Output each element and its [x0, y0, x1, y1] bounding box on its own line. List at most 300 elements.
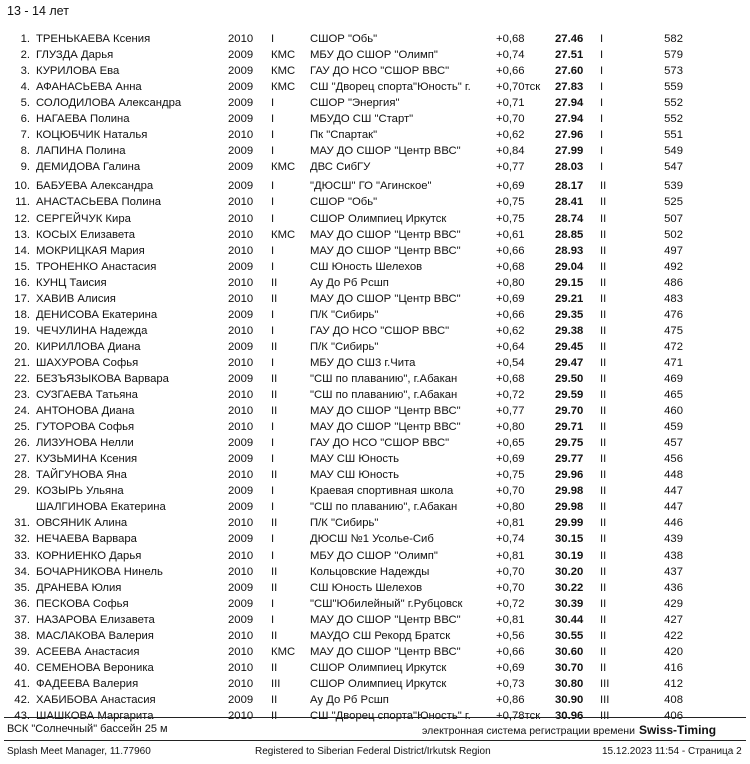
fina-points: 437 — [664, 565, 683, 578]
result-time: 27.99 — [555, 145, 584, 158]
achieved-rank: II — [600, 549, 607, 562]
result-row — [0, 31, 750, 47]
birth-year: 2009 — [228, 533, 254, 546]
reaction-time: +0,86 — [496, 693, 525, 706]
athlete-name: ТРОНЕНКО Анастасия — [36, 260, 157, 273]
club-name: МАУ СШ Юность — [310, 453, 400, 466]
achieved-rank: I — [600, 113, 604, 126]
fina-points: 438 — [664, 549, 683, 562]
result-row — [0, 323, 750, 339]
result-row — [0, 708, 750, 724]
athlete-name: БАБУЕВА Александра — [36, 180, 154, 193]
achieved-rank: II — [600, 629, 607, 642]
athlete-name: ГЛУЗДА Дарья — [36, 49, 114, 62]
birth-year: 2009 — [228, 453, 254, 466]
reaction-time: +0,71 — [496, 97, 525, 110]
club-name: "СШ"Юбилейный" г.Рубцовск — [310, 597, 463, 610]
fina-points: 486 — [664, 276, 683, 289]
result-time: 27.96 — [555, 129, 584, 142]
result-time: 30.96 — [555, 709, 584, 722]
birth-year: 2009 — [228, 145, 254, 158]
achieved-rank: II — [600, 308, 607, 321]
sport-category: I — [271, 485, 275, 498]
athlete-name: АСЕЕВА Анастасия — [36, 645, 140, 658]
footer-divider — [4, 717, 746, 718]
result-row — [0, 612, 750, 628]
birth-year: 2010 — [228, 33, 254, 45]
athlete-name: КОСЫХ Елизавета — [36, 228, 136, 241]
sport-category: II — [271, 517, 278, 530]
result-row — [0, 227, 750, 243]
result-time: 27.51 — [555, 49, 584, 62]
athlete-name: ДЕНИСОВА Екатерина — [36, 308, 158, 321]
reaction-time: +0,66 — [496, 308, 525, 321]
place-cell: 15. — [14, 260, 30, 273]
achieved-rank: II — [600, 421, 607, 434]
club-name: СШОР "Обь" — [310, 33, 378, 45]
result-row — [0, 467, 750, 483]
result-row — [0, 63, 750, 79]
place-cell: 2. — [20, 49, 30, 62]
result-time: 30.44 — [555, 613, 584, 626]
athlete-name: ДРАНЕВА Юлия — [36, 581, 122, 594]
birth-year: 2010 — [228, 469, 254, 482]
birth-year: 2010 — [228, 244, 254, 257]
place-cell: 12. — [14, 212, 30, 225]
result-row — [0, 564, 750, 580]
club-name: МАУ ДО СШОР "Центр ВВС" — [310, 645, 461, 658]
achieved-rank: II — [600, 469, 607, 482]
fina-points: 429 — [664, 597, 683, 610]
fina-points: 525 — [664, 196, 683, 209]
sport-category: I — [271, 180, 275, 193]
birth-year: 2009 — [228, 97, 254, 110]
reaction-time: +0,80 — [496, 501, 525, 514]
reaction-time: +0,73 — [496, 677, 525, 690]
fina-points: 507 — [664, 212, 683, 225]
achieved-rank: II — [600, 356, 607, 369]
birth-year: 2009 — [228, 340, 254, 353]
place-cell: 11. — [15, 196, 30, 209]
fina-points: 460 — [664, 405, 683, 418]
result-time: 29.96 — [555, 469, 584, 482]
birth-year: 2010 — [228, 405, 254, 418]
sport-category: I — [271, 244, 275, 257]
fina-points: 459 — [664, 421, 683, 434]
club-name: МАУ ДО СШОР "Центр ВВС" — [310, 405, 461, 418]
athlete-name: ЛИЗУНОВА Нелли — [36, 437, 134, 450]
place-cell: 10. — [14, 180, 30, 193]
fina-points: 447 — [664, 485, 683, 498]
birth-year: 2010 — [228, 356, 254, 369]
athlete-name: ТАЙГУНОВА Яна — [36, 469, 127, 482]
club-name: П/К "Сибирь" — [310, 340, 379, 353]
club-name: МАУ ДО СШОР "Центр ВВС" — [310, 145, 461, 158]
sport-category: I — [271, 196, 275, 209]
place-cell: 5. — [20, 97, 30, 110]
achieved-rank: II — [600, 276, 607, 289]
achieved-rank: II — [600, 180, 607, 193]
fina-points: 573 — [664, 65, 683, 78]
reaction-time: +0,68 — [496, 372, 525, 385]
reaction-time: +0,66 — [496, 244, 525, 257]
club-name: Ау До Рб Рсшп — [310, 276, 389, 289]
result-time: 30.20 — [555, 565, 584, 578]
reaction-time: +0,72 — [496, 389, 525, 402]
reaction-time: +0,70 — [496, 565, 525, 578]
result-row — [0, 79, 750, 95]
sport-category: I — [271, 356, 275, 369]
athlete-name: ШАШКОВА Маргарита — [36, 709, 154, 722]
place-cell: 16. — [14, 276, 30, 289]
result-row — [0, 515, 750, 531]
birth-year: 2010 — [228, 629, 254, 642]
bottom-divider — [4, 740, 746, 741]
venue-text: ВСК "Солнечный" бассейн 25 м — [7, 723, 168, 735]
achieved-rank: I — [600, 81, 604, 94]
fina-points: 559 — [664, 81, 683, 94]
athlete-name: АНАСТАСЬЕВА Полина — [36, 196, 162, 209]
birth-year: 2009 — [228, 437, 254, 450]
fina-points: 420 — [664, 645, 683, 658]
athlete-name: НАЗАРОВА Елизавета — [36, 613, 155, 626]
result-row — [0, 159, 750, 175]
club-name: СШОР Олимпиец Иркутск — [310, 677, 447, 690]
fina-points: 448 — [664, 469, 683, 482]
fina-points: 475 — [664, 324, 683, 337]
result-time: 27.60 — [555, 65, 584, 78]
result-time: 30.90 — [555, 693, 584, 706]
club-name: ГАУ ДО НСО "СШОР ВВС" — [310, 65, 450, 78]
achieved-rank: II — [600, 501, 607, 514]
club-name: МБУ ДО СШ3 г.Чита — [310, 356, 416, 369]
club-name: СШ "Дворец спорта"Юность" г. — [310, 81, 471, 94]
athlete-name: ПЕСКОВА Софья — [36, 597, 129, 610]
place-cell: 26. — [14, 437, 30, 450]
result-row — [0, 47, 750, 63]
place-cell: 32. — [14, 533, 30, 546]
fina-points: 579 — [664, 49, 683, 62]
reaction-time: +0,81 — [496, 549, 525, 562]
place-cell: 18. — [14, 308, 30, 321]
fina-points: 412 — [664, 677, 683, 690]
birth-year: 2009 — [228, 372, 254, 385]
result-time: 27.83 — [555, 81, 584, 94]
result-row — [0, 339, 750, 355]
result-time: 29.99 — [555, 517, 584, 530]
achieved-rank: I — [600, 161, 604, 174]
reaction-time: +0,77 — [496, 161, 525, 174]
athlete-name: КОЦЮБЧИК Наталья — [36, 129, 148, 142]
place-cell: 6. — [20, 113, 30, 126]
achieved-rank: I — [600, 145, 604, 158]
sport-category: II — [271, 709, 278, 722]
sport-category: II — [271, 565, 278, 578]
fina-points: 427 — [664, 613, 683, 626]
result-row — [0, 628, 750, 644]
reaction-time: +0,62 — [496, 324, 525, 337]
result-time: 30.60 — [555, 645, 584, 658]
birth-year: 2010 — [228, 661, 254, 674]
result-row — [0, 435, 750, 451]
club-name: МАУ СШ Юность — [310, 469, 400, 482]
fina-points: 408 — [664, 693, 683, 706]
birth-year: 2010 — [228, 129, 254, 142]
reaction-time: +0,84 — [496, 145, 525, 158]
fina-points: 483 — [664, 292, 683, 305]
birth-year: 2010 — [228, 549, 254, 562]
club-name: МАУ ДО СШОР "Центр ВВС" — [310, 244, 461, 257]
result-time: 30.19 — [555, 549, 584, 562]
result-time: 29.38 — [555, 324, 584, 337]
sport-category: I — [271, 453, 275, 466]
result-time: 29.15 — [555, 276, 584, 289]
club-name: СШ Юность Шелехов — [310, 581, 423, 594]
result-row — [0, 644, 750, 660]
sport-category: II — [271, 389, 278, 402]
fina-points: 547 — [664, 161, 683, 174]
result-row — [0, 499, 750, 515]
reaction-time: +0,70 — [496, 113, 525, 126]
result-row — [0, 419, 750, 435]
birth-year: 2009 — [228, 180, 254, 193]
place-cell: 3. — [20, 65, 30, 78]
result-time: 30.80 — [555, 677, 584, 690]
result-row — [0, 451, 750, 467]
achieved-rank: II — [600, 372, 607, 385]
reaction-time: +0,64 — [496, 340, 525, 353]
place-cell: 36. — [14, 597, 30, 610]
result-time: 29.70 — [555, 405, 584, 418]
place-cell: 14. — [14, 244, 30, 257]
registration-text: Registered to Siberian Federal District/Irkutsk Region — [255, 746, 491, 757]
achieved-rank: II — [600, 405, 607, 418]
result-row — [0, 355, 750, 371]
fina-points: 436 — [664, 581, 683, 594]
result-row — [0, 307, 750, 323]
result-row — [0, 243, 750, 259]
fina-points: 539 — [664, 180, 683, 193]
reaction-time: +0,61 — [496, 228, 525, 241]
sport-category: II — [271, 469, 278, 482]
fina-points: 551 — [664, 129, 683, 142]
athlete-name: КОЗЫРЬ Ульяна — [36, 485, 124, 498]
sport-category: II — [271, 340, 278, 353]
reaction-time: +0,74 — [496, 533, 525, 546]
birth-year: 2009 — [228, 260, 254, 273]
result-time: 27.46 — [555, 33, 584, 45]
club-name: МАУ ДО СШОР "Центр ВВС" — [310, 228, 461, 241]
club-name: МАУДО СШ Рекорд Братск — [310, 629, 451, 642]
result-row — [0, 531, 750, 547]
club-name: СШ "Дворец спорта"Юность" г. — [310, 709, 471, 722]
result-row — [0, 211, 750, 227]
age-group-title: 13 - 14 лет — [7, 4, 69, 18]
athlete-name: ОВСЯНИК Алина — [36, 517, 128, 530]
result-row — [0, 259, 750, 275]
achieved-rank: II — [600, 260, 607, 273]
birth-year: 2009 — [228, 113, 254, 126]
reaction-time: +0,75 — [496, 212, 525, 225]
club-name: МБУ ДО СШОР "Олимп" — [310, 549, 438, 562]
place-cell: 42. — [14, 693, 30, 706]
sport-category: I — [271, 33, 275, 45]
athlete-name: АНТОНОВА Диана — [36, 405, 135, 418]
sport-category: I — [271, 308, 275, 321]
birth-year: 2010 — [228, 645, 254, 658]
fina-points: 439 — [664, 533, 683, 546]
timing-system-text: электронная система регистрации времени — [422, 725, 635, 737]
date-page: 15.12.2023 11:54 - Страница 2 — [602, 746, 742, 757]
fina-points: 471 — [664, 356, 683, 369]
achieved-rank: II — [600, 389, 607, 402]
athlete-name: КИРИЛЛОВА Диана — [36, 340, 141, 353]
athlete-name: КОРНИЕНКО Дарья — [36, 549, 142, 562]
club-name: СШОР "Обь" — [310, 196, 378, 209]
achieved-rank: II — [600, 485, 607, 498]
fina-points: 456 — [664, 453, 683, 466]
result-time: 29.35 — [555, 308, 584, 321]
athlete-name: ХАБИБОВА Анастасия — [36, 693, 156, 706]
birth-year: 2010 — [228, 212, 254, 225]
place-cell: 28. — [14, 469, 30, 482]
result-row — [0, 387, 750, 403]
club-name: ГАУ ДО НСО "СШОР ВВС" — [310, 324, 450, 337]
reaction-time: +0,66 — [496, 645, 525, 658]
reaction-time: +0,81 — [496, 517, 525, 530]
birth-year: 2010 — [228, 565, 254, 578]
birth-year: 2009 — [228, 49, 254, 62]
club-name: СШОР "Энергия" — [310, 97, 400, 110]
reaction-time: +0,70 — [496, 485, 525, 498]
place-cell: 31. — [14, 517, 30, 530]
achieved-rank: II — [600, 324, 607, 337]
place-cell: 20. — [14, 340, 30, 353]
result-time: 27.94 — [555, 113, 584, 126]
athlete-name: ЧЕЧУЛИНА Надежда — [36, 324, 148, 337]
birth-year: 2009 — [228, 81, 254, 94]
club-name: МАУ ДО СШОР "Центр ВВС" — [310, 292, 461, 305]
reaction-time: +0,81 — [496, 613, 525, 626]
athlete-name: НАГАЕВА Полина — [36, 113, 130, 126]
reaction-time: +0,54 — [496, 356, 525, 369]
place-cell: 41. — [14, 677, 30, 690]
achieved-rank: II — [600, 565, 607, 578]
club-name: ГАУ ДО НСО "СШОР ВВС" — [310, 437, 450, 450]
sport-category: I — [271, 260, 275, 273]
result-time: 30.55 — [555, 629, 584, 642]
result-row — [0, 483, 750, 499]
birth-year: 2009 — [228, 597, 254, 610]
result-row — [0, 291, 750, 307]
club-name: СШОР Олимпиец Иркутск — [310, 661, 447, 674]
result-row — [0, 371, 750, 387]
achieved-rank: II — [600, 292, 607, 305]
result-time: 28.85 — [555, 228, 584, 241]
fina-points: 457 — [664, 437, 683, 450]
club-name: "СШ по плаванию", г.Абакан — [310, 372, 458, 385]
birth-year: 2010 — [228, 709, 254, 722]
fina-points: 552 — [664, 97, 683, 110]
sport-category: II — [271, 372, 278, 385]
place-cell: 24. — [14, 405, 30, 418]
athlete-name: БОЧАРНИКОВА Нинель — [36, 565, 163, 578]
birth-year: 2010 — [228, 196, 254, 209]
birth-year: 2009 — [228, 65, 254, 78]
fina-points: 549 — [664, 145, 683, 158]
sport-category: I — [271, 212, 275, 225]
athlete-name: НЕЧАЕВА Варвара — [36, 533, 137, 546]
club-name: П/К "Сибирь" — [310, 308, 379, 321]
sport-category: III — [271, 677, 281, 690]
birth-year: 2010 — [228, 421, 254, 434]
result-row — [0, 660, 750, 676]
achieved-rank: I — [600, 33, 604, 45]
birth-year: 2010 — [228, 276, 254, 289]
reaction-time: +0,74 — [496, 49, 525, 62]
timing-system — [422, 723, 716, 737]
place-cell: 40. — [14, 661, 30, 674]
reaction-time: +0,70 — [496, 581, 525, 594]
place-cell: 1. — [20, 33, 30, 45]
sport-category: КМС — [271, 49, 296, 62]
athlete-name: ШАЛГИНОВА Екатерина — [36, 501, 166, 514]
fina-points: 472 — [664, 340, 683, 353]
reaction-time: +0,75 — [496, 196, 525, 209]
achieved-rank: II — [600, 228, 607, 241]
athlete-name: АФАНАСЬЕВА Анна — [36, 81, 142, 94]
club-name: МАУ ДО СШОР "Центр ВВС" — [310, 613, 461, 626]
birth-year: 2009 — [228, 581, 254, 594]
place-cell: 39. — [14, 645, 30, 658]
result-time: 29.71 — [555, 421, 584, 434]
sport-category: I — [271, 129, 275, 142]
result-time: 29.47 — [555, 356, 584, 369]
result-time: 27.94 — [555, 97, 584, 110]
birth-year: 2009 — [228, 501, 254, 514]
birth-year: 2009 — [228, 485, 254, 498]
club-name: Краевая спортивная школа — [310, 485, 454, 498]
achieved-rank: II — [600, 581, 607, 594]
fina-points: 416 — [664, 661, 683, 674]
birth-year: 2009 — [228, 693, 254, 706]
achieved-rank: II — [600, 196, 607, 209]
results-table — [0, 31, 750, 724]
result-time: 29.21 — [555, 292, 584, 305]
club-name: Кольцовские Надежды — [310, 565, 430, 578]
birth-year: 2010 — [228, 389, 254, 402]
result-row — [0, 596, 750, 612]
fina-points: 476 — [664, 308, 683, 321]
result-time: 29.98 — [555, 485, 584, 498]
achieved-rank: III — [600, 693, 610, 706]
achieved-rank: II — [600, 661, 607, 674]
achieved-rank: II — [600, 212, 607, 225]
result-row — [0, 692, 750, 708]
club-name: "СШ по плаванию", г.Абакан — [310, 501, 458, 514]
sport-category: I — [271, 421, 275, 434]
birth-year: 2009 — [228, 308, 254, 321]
athlete-name: СОЛОДИЛОВА Александра — [36, 97, 182, 110]
athlete-name: КУРИЛОВА Ева — [36, 65, 120, 78]
sport-category: I — [271, 145, 275, 158]
sport-category: КМС — [271, 645, 296, 658]
sport-category: КМС — [271, 65, 296, 78]
athlete-name: ЛАПИНА Полина — [36, 145, 126, 158]
birth-year: 2010 — [228, 292, 254, 305]
result-row — [0, 676, 750, 692]
athlete-name: ФАДЕЕВА Валерия — [36, 677, 139, 690]
